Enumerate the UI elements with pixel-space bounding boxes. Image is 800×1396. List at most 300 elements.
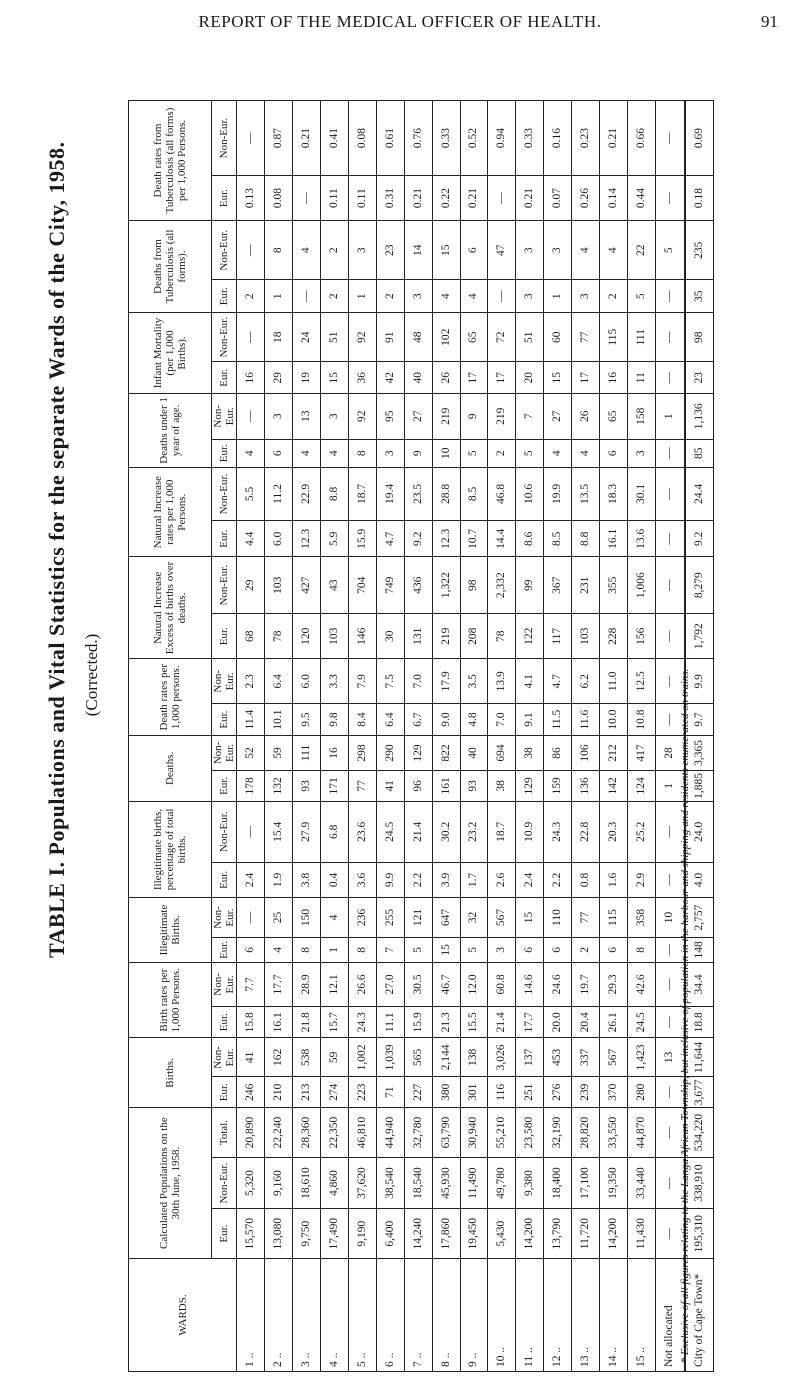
value-cell: 1 xyxy=(264,280,292,313)
value-cell: 1.6 xyxy=(600,862,628,897)
value-cell: 19.4 xyxy=(376,467,404,520)
sub-header-eur: Eur. xyxy=(212,521,237,557)
value-cell: 7.0 xyxy=(404,659,432,704)
value-cell: 19,450 xyxy=(460,1209,488,1259)
ward-cell: 4 .. xyxy=(320,1259,348,1372)
value-cell: — xyxy=(656,937,685,962)
value-cell: — xyxy=(656,312,685,361)
value-cell: 4 xyxy=(320,439,348,467)
value-cell: 4 xyxy=(432,280,460,313)
value-cell: 10.8 xyxy=(628,704,656,736)
value-cell: 6.4 xyxy=(376,704,404,736)
value-cell: 3.3 xyxy=(320,659,348,704)
value-cell: 28,360 xyxy=(292,1108,320,1158)
sub-header-non-eur: Non-Eur. xyxy=(212,962,237,1006)
ward-cell: 8 .. xyxy=(432,1259,460,1372)
value-cell: 93 xyxy=(292,770,320,801)
value-cell: 51 xyxy=(320,312,348,361)
value-cell: 236 xyxy=(348,898,376,938)
value-cell: 23.6 xyxy=(348,801,376,862)
value-cell: 6,400 xyxy=(376,1209,404,1259)
value-cell: 124 xyxy=(628,770,656,801)
value-cell: 210 xyxy=(264,1077,292,1108)
value-cell: 6.0 xyxy=(292,659,320,704)
value-cell: 27 xyxy=(404,393,432,439)
value-cell: 21.4 xyxy=(488,1007,516,1038)
value-cell: 1 xyxy=(656,393,685,439)
group-header: Natural Increase Excess of births over deaths. xyxy=(129,557,212,659)
value-cell: 18.8 xyxy=(685,1007,714,1038)
value-cell: 14,200 xyxy=(516,1209,544,1259)
value-cell: 227 xyxy=(404,1077,432,1108)
value-cell: 23.5 xyxy=(404,467,432,520)
value-cell: 358 xyxy=(628,898,656,938)
value-cell: — xyxy=(656,801,685,862)
value-cell: 25.2 xyxy=(628,801,656,862)
value-cell: 338,910 xyxy=(685,1157,714,1208)
value-cell: 3 xyxy=(488,937,516,962)
value-cell: 8 xyxy=(628,937,656,962)
value-cell: 9,380 xyxy=(516,1157,544,1208)
ward-cell: 7 .. xyxy=(404,1259,432,1372)
value-cell: 4 xyxy=(292,439,320,467)
value-cell: 3.9 xyxy=(432,862,460,897)
value-cell: 17,860 xyxy=(432,1209,460,1259)
value-cell: 3 xyxy=(516,280,544,313)
value-cell: 822 xyxy=(432,735,460,770)
sub-header-non-eur: Non-Eur. xyxy=(212,312,237,361)
value-cell: 115 xyxy=(600,898,628,938)
value-cell: — xyxy=(292,280,320,313)
value-cell: 6.8 xyxy=(320,801,348,862)
ward-cell: 13 .. xyxy=(572,1259,600,1372)
value-cell: 255 xyxy=(376,898,404,938)
value-cell: 13.6 xyxy=(628,521,656,557)
value-cell: 8 xyxy=(292,937,320,962)
value-cell: 1.7 xyxy=(460,862,488,897)
value-cell: 228 xyxy=(600,614,628,659)
value-cell: 0.11 xyxy=(320,176,348,221)
value-cell: 2.3 xyxy=(237,659,265,704)
value-cell: 131 xyxy=(404,614,432,659)
value-cell: 142 xyxy=(600,770,628,801)
value-cell: 694 xyxy=(488,735,516,770)
value-cell: 3.6 xyxy=(348,862,376,897)
value-cell: 30.2 xyxy=(432,801,460,862)
value-cell: — xyxy=(237,221,265,280)
value-cell: — xyxy=(656,962,685,1006)
value-cell: 5 xyxy=(656,221,685,280)
value-cell: 0.07 xyxy=(544,176,572,221)
value-cell: 7.9 xyxy=(348,659,376,704)
value-cell: 10 xyxy=(432,439,460,467)
value-cell: 5 xyxy=(516,439,544,467)
value-cell: 1,002 xyxy=(348,1038,376,1077)
value-cell: 40 xyxy=(404,362,432,394)
running-title: REPORT OF THE MEDICAL OFFICER OF HEALTH. xyxy=(198,12,602,31)
value-cell: 4 xyxy=(600,221,628,280)
value-cell: 55,210 xyxy=(488,1108,516,1158)
vital-statistics-table xyxy=(128,100,714,1372)
wards-header: WARDS. xyxy=(129,1259,237,1372)
value-cell: 110 xyxy=(544,898,572,938)
value-cell: 32,780 xyxy=(404,1108,432,1158)
value-cell: 9.0 xyxy=(432,704,460,736)
value-cell: 0.21 xyxy=(600,101,628,176)
value-cell: 68 xyxy=(237,614,265,659)
value-cell: 29.3 xyxy=(600,962,628,1006)
value-cell: 5 xyxy=(460,439,488,467)
value-cell: 231 xyxy=(572,557,600,614)
value-cell: 156 xyxy=(628,614,656,659)
value-cell: 136 xyxy=(572,770,600,801)
value-cell: 1,423 xyxy=(628,1038,656,1077)
value-cell: 370 xyxy=(600,1077,628,1108)
value-cell: 11,720 xyxy=(572,1209,600,1259)
table-row xyxy=(348,101,376,1372)
value-cell: 15 xyxy=(544,362,572,394)
value-cell: 19.9 xyxy=(544,467,572,520)
value-cell: 1,039 xyxy=(376,1038,404,1077)
value-cell: 2 xyxy=(320,280,348,313)
sub-header-non-eur: Non-Eur. xyxy=(212,1038,237,1077)
table-row xyxy=(237,101,265,1372)
table-container xyxy=(128,100,714,1372)
value-cell: 11,490 xyxy=(460,1157,488,1208)
value-cell: 0.44 xyxy=(628,176,656,221)
value-cell: 2.2 xyxy=(544,862,572,897)
value-cell: 6 xyxy=(516,937,544,962)
value-cell: 704 xyxy=(348,557,376,614)
value-cell: 0.22 xyxy=(432,176,460,221)
ward-cell: 6 .. xyxy=(376,1259,404,1372)
value-cell: 138 xyxy=(460,1038,488,1077)
sub-header-non-eur: Non-Eur. xyxy=(212,898,237,938)
value-cell: 0.33 xyxy=(432,101,460,176)
value-cell: 355 xyxy=(600,557,628,614)
value-cell: — xyxy=(656,467,685,520)
value-cell: — xyxy=(656,1077,685,1108)
value-cell: 565 xyxy=(404,1038,432,1077)
value-cell: 51 xyxy=(516,312,544,361)
value-cell: 13 xyxy=(292,393,320,439)
sub-header-non-eur: Non-Eur. xyxy=(212,101,237,176)
value-cell: 20.0 xyxy=(544,1007,572,1038)
value-cell: 99 xyxy=(516,557,544,614)
value-cell: 17,100 xyxy=(572,1157,600,1208)
value-cell: 235 xyxy=(685,221,714,280)
value-cell: 4.8 xyxy=(460,704,488,736)
value-cell: 26 xyxy=(432,362,460,394)
value-cell: 0.11 xyxy=(348,176,376,221)
value-cell: 4 xyxy=(572,221,600,280)
value-cell: 38 xyxy=(516,735,544,770)
value-cell: 98 xyxy=(460,557,488,614)
value-cell: 9,190 xyxy=(348,1209,376,1259)
value-cell: 6.7 xyxy=(404,704,432,736)
value-cell: — xyxy=(656,521,685,557)
value-cell: 367 xyxy=(544,557,572,614)
value-cell: 3 xyxy=(544,221,572,280)
value-cell: 150 xyxy=(292,898,320,938)
value-cell: 0.23 xyxy=(572,101,600,176)
value-cell: 9.9 xyxy=(685,659,714,704)
value-cell: — xyxy=(656,439,685,467)
value-cell: 49,780 xyxy=(488,1157,516,1208)
value-cell: 8.5 xyxy=(460,467,488,520)
value-cell: 1,885 xyxy=(685,770,714,801)
table-heading xyxy=(2,141,112,970)
value-cell: 38,540 xyxy=(376,1157,404,1208)
value-cell: 132 xyxy=(264,770,292,801)
value-cell: 103 xyxy=(264,557,292,614)
value-cell: 17.9 xyxy=(432,659,460,704)
value-cell: 10.9 xyxy=(516,801,544,862)
value-cell: 13,790 xyxy=(544,1209,572,1259)
value-cell: 0.41 xyxy=(320,101,348,176)
value-cell: 17.7 xyxy=(264,962,292,1006)
value-cell: 12.0 xyxy=(460,962,488,1006)
value-cell: 1,136 xyxy=(685,393,714,439)
sub-header-non-eur: Non-Eur. xyxy=(212,557,237,614)
value-cell: 567 xyxy=(600,1038,628,1077)
ward-cell: 11 .. xyxy=(516,1259,544,1372)
value-cell: 85 xyxy=(685,439,714,467)
value-cell: 33,550 xyxy=(600,1108,628,1158)
value-cell: 11,430 xyxy=(628,1209,656,1259)
value-cell: 3 xyxy=(628,439,656,467)
sub-header-eur: Eur. xyxy=(212,1209,237,1259)
value-cell: 6 xyxy=(237,937,265,962)
value-cell: 15 xyxy=(432,221,460,280)
value-cell: 213 xyxy=(292,1077,320,1108)
value-cell: 30,940 xyxy=(460,1108,488,1158)
value-cell: 1 xyxy=(656,770,685,801)
value-cell: — xyxy=(237,898,265,938)
value-cell: 2.2 xyxy=(404,862,432,897)
table-row xyxy=(432,101,460,1372)
value-cell: 12.3 xyxy=(292,521,320,557)
value-cell: 9.2 xyxy=(685,521,714,557)
table-row xyxy=(404,101,432,1372)
value-cell: 7.0 xyxy=(488,704,516,736)
value-cell: 9 xyxy=(404,439,432,467)
value-cell: 21.3 xyxy=(432,1007,460,1038)
value-cell: 15 xyxy=(432,937,460,962)
value-cell: 17 xyxy=(572,362,600,394)
value-cell: 1 xyxy=(544,280,572,313)
value-cell: 72 xyxy=(488,312,516,361)
value-cell: — xyxy=(656,557,685,614)
value-cell: 115 xyxy=(600,312,628,361)
value-cell: 44,940 xyxy=(376,1108,404,1158)
value-cell: 45,930 xyxy=(432,1157,460,1208)
value-cell: 63,790 xyxy=(432,1108,460,1158)
value-cell: 21.4 xyxy=(404,801,432,862)
table-row xyxy=(544,101,572,1372)
value-cell: 32 xyxy=(460,898,488,938)
value-cell: 0.14 xyxy=(600,176,628,221)
value-cell: 219 xyxy=(432,614,460,659)
value-cell: 9,750 xyxy=(292,1209,320,1259)
value-cell: 1 xyxy=(348,280,376,313)
sub-header-eur: Eur. xyxy=(212,439,237,467)
table-row xyxy=(600,101,628,1372)
table-row xyxy=(460,101,488,1372)
value-cell: 15.4 xyxy=(264,801,292,862)
value-cell: — xyxy=(656,176,685,221)
value-cell: 6 xyxy=(600,937,628,962)
value-cell: 18,540 xyxy=(404,1157,432,1208)
value-cell: 78 xyxy=(264,614,292,659)
value-cell: 103 xyxy=(572,614,600,659)
value-cell: 148 xyxy=(685,937,714,962)
value-cell: 22.9 xyxy=(292,467,320,520)
value-cell: 14,240 xyxy=(404,1209,432,1259)
sub-header-eur: Eur. xyxy=(212,1007,237,1038)
value-cell: 0.13 xyxy=(237,176,265,221)
value-cell: 20.3 xyxy=(600,801,628,862)
value-cell: 10 xyxy=(656,898,685,938)
value-cell: 23,580 xyxy=(516,1108,544,1158)
value-cell: 129 xyxy=(516,770,544,801)
value-cell: 59 xyxy=(264,735,292,770)
value-cell: 47 xyxy=(488,221,516,280)
value-cell: 0.21 xyxy=(516,176,544,221)
value-cell: 749 xyxy=(376,557,404,614)
value-cell: 92 xyxy=(348,312,376,361)
value-cell: 11,644 xyxy=(685,1038,714,1077)
value-cell: 65 xyxy=(460,312,488,361)
value-cell: 116 xyxy=(488,1077,516,1108)
value-cell: — xyxy=(656,1108,685,1158)
value-cell: 129 xyxy=(404,735,432,770)
sub-header-row xyxy=(212,101,237,1372)
value-cell: 2 xyxy=(488,439,516,467)
ward-cell: 2 .. xyxy=(264,1259,292,1372)
value-cell: — xyxy=(656,862,685,897)
group-header-row xyxy=(129,101,212,1372)
value-cell: 111 xyxy=(292,735,320,770)
value-cell: 161 xyxy=(432,770,460,801)
value-cell: 6 xyxy=(460,221,488,280)
table-row xyxy=(264,101,292,1372)
sub-header-non-eur: Non-Eur. xyxy=(212,467,237,520)
rotated-table xyxy=(128,100,714,1372)
value-cell: 18.7 xyxy=(488,801,516,862)
value-cell: 98 xyxy=(685,312,714,361)
value-cell: 3 xyxy=(404,280,432,313)
value-cell: 103 xyxy=(320,614,348,659)
value-cell: 5.9 xyxy=(320,521,348,557)
value-cell: 11.1 xyxy=(376,1007,404,1038)
value-cell: 290 xyxy=(376,735,404,770)
group-header: Death rates per 1,000 persons. xyxy=(129,659,212,736)
value-cell: 0.21 xyxy=(460,176,488,221)
value-cell: 2,144 xyxy=(432,1038,460,1077)
value-cell: 24.6 xyxy=(544,962,572,1006)
value-cell: 21.8 xyxy=(292,1007,320,1038)
value-cell: 46.8 xyxy=(488,467,516,520)
sub-header-eur: Eur. xyxy=(212,937,237,962)
value-cell: 337 xyxy=(572,1038,600,1077)
value-cell: 2 xyxy=(237,280,265,313)
value-cell: 24.3 xyxy=(544,801,572,862)
value-cell: 95 xyxy=(376,393,404,439)
ward-cell: 10 .. xyxy=(488,1259,516,1372)
value-cell: 0.08 xyxy=(348,101,376,176)
value-cell: 18.7 xyxy=(348,467,376,520)
sub-header-eur: Eur. xyxy=(212,862,237,897)
group-header: Deaths under 1 year of age. xyxy=(129,393,212,467)
value-cell: — xyxy=(656,1007,685,1038)
value-cell: 23 xyxy=(685,362,714,394)
value-cell: 5 xyxy=(460,937,488,962)
value-cell: 16.1 xyxy=(600,521,628,557)
sub-header-non-eur: Non-Eur. xyxy=(212,659,237,704)
value-cell: 18,400 xyxy=(544,1157,572,1208)
value-cell: 16.1 xyxy=(264,1007,292,1038)
value-cell: 4.0 xyxy=(685,862,714,897)
value-cell: 9,160 xyxy=(264,1157,292,1208)
value-cell: 13 xyxy=(656,1038,685,1077)
value-cell: 3 xyxy=(516,221,544,280)
ward-cell: 14 .. xyxy=(600,1259,628,1372)
value-cell: 239 xyxy=(572,1077,600,1108)
value-cell: 3,026 xyxy=(488,1038,516,1077)
value-cell: — xyxy=(656,101,685,176)
value-cell: — xyxy=(488,280,516,313)
value-cell: 4.7 xyxy=(544,659,572,704)
value-cell: 23 xyxy=(376,221,404,280)
value-cell: 10.1 xyxy=(264,704,292,736)
value-cell: 28.9 xyxy=(292,962,320,1006)
value-cell: 19,350 xyxy=(600,1157,628,1208)
value-cell: 40 xyxy=(460,735,488,770)
value-cell: 44,870 xyxy=(628,1108,656,1158)
group-header: Births. xyxy=(129,1038,212,1108)
value-cell: 6 xyxy=(544,937,572,962)
value-cell: — xyxy=(488,176,516,221)
value-cell: 17.7 xyxy=(516,1007,544,1038)
value-cell: 18 xyxy=(264,312,292,361)
value-cell: 2 xyxy=(572,937,600,962)
value-cell: 534,220 xyxy=(685,1108,714,1158)
value-cell: 60 xyxy=(544,312,572,361)
value-cell: 0.69 xyxy=(685,101,714,176)
value-cell: 8.4 xyxy=(348,704,376,736)
sub-header-non-eur: Non-Eur. xyxy=(212,221,237,280)
value-cell: 8.8 xyxy=(572,521,600,557)
value-cell: 16 xyxy=(600,362,628,394)
value-cell: 25 xyxy=(264,898,292,938)
value-cell: 3.8 xyxy=(292,862,320,897)
value-cell: 8 xyxy=(348,937,376,962)
value-cell: 1,792 xyxy=(685,614,714,659)
value-cell: 117 xyxy=(544,614,572,659)
value-cell: 8.8 xyxy=(320,467,348,520)
value-cell: 4.4 xyxy=(237,521,265,557)
value-cell: — xyxy=(656,1209,685,1259)
value-cell: 46.7 xyxy=(432,962,460,1006)
value-cell: — xyxy=(237,101,265,176)
value-cell: 647 xyxy=(432,898,460,938)
value-cell: 251 xyxy=(516,1077,544,1108)
value-cell: 4 xyxy=(292,221,320,280)
value-cell: 6.4 xyxy=(264,659,292,704)
value-cell: — xyxy=(656,704,685,736)
value-cell: 0.16 xyxy=(544,101,572,176)
